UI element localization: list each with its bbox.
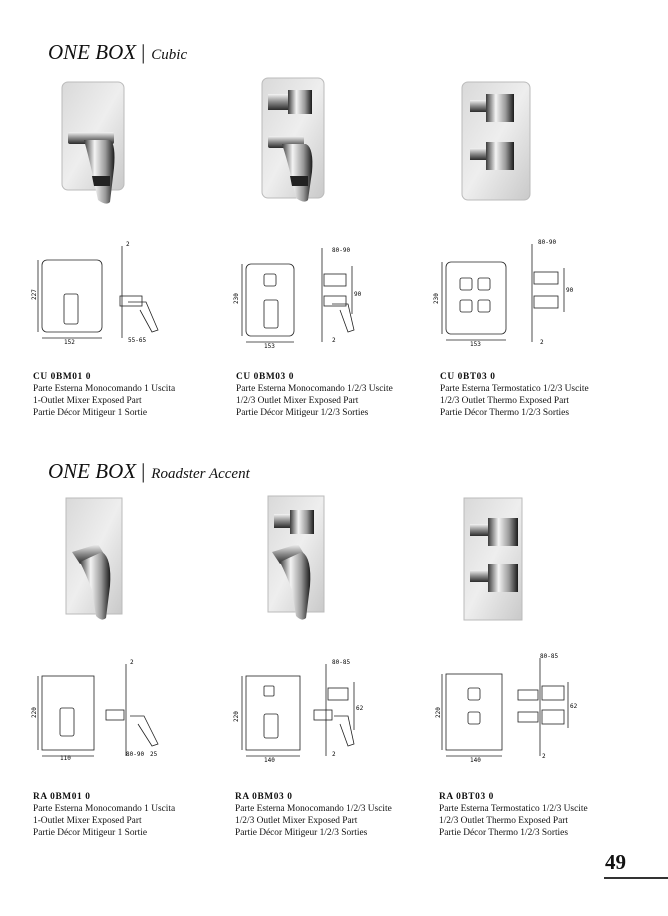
dim-height: 230	[233, 293, 240, 304]
product-caption-ra-0bm03	[235, 791, 425, 839]
description-it: Parte Esterna Termostatico 1/2/3 Uscite	[439, 804, 588, 814]
product-caption-ra-0bm01	[33, 791, 223, 839]
dim-depth: 2	[130, 659, 134, 666]
dim-width: 140	[264, 757, 275, 764]
description-en: 1/2/3 Outlet Thermo Exposed Part	[440, 396, 569, 406]
technical-drawing-cu-0bt03	[434, 238, 584, 346]
product-code: CU 0BM03 0	[236, 372, 295, 382]
dim-depth: 2	[540, 339, 544, 346]
dim-extra: 25	[150, 751, 158, 758]
description-fr: Partie Décor Thermo 1/2/3 Sorties	[439, 828, 568, 838]
title-separator: |	[141, 40, 146, 64]
description-en: 1-Outlet Mixer Exposed Part	[33, 816, 142, 826]
product-code: CU 0BT03 0	[440, 372, 496, 382]
dim-range: 80-90	[126, 751, 145, 758]
product-photo-cu-0bt03	[456, 76, 536, 206]
dim-height: 220	[435, 707, 442, 718]
description-it: Parte Esterna Monocomando 1/2/3 Uscite	[236, 384, 393, 394]
page-number: 49	[605, 850, 626, 874]
dim-extra: 90	[566, 287, 574, 294]
technical-drawing-ra-0bm03	[234, 656, 384, 764]
description-it: Parte Esterna Monocomando 1 Uscita	[33, 804, 176, 814]
description-en: 1-Outlet Mixer Exposed Part	[33, 396, 142, 406]
product-code: CU 0BM01 0	[33, 372, 92, 382]
product-photo-ra-0bt03	[456, 494, 536, 624]
dim-range: 80-85	[540, 653, 559, 660]
description-it: Parte Esterna Termostatico 1/2/3 Uscite	[440, 384, 589, 394]
dim-extra: 62	[570, 703, 578, 710]
dim-range: 55-65	[128, 337, 147, 344]
dim-width: 153	[470, 341, 481, 348]
dim-width: 140	[470, 757, 481, 764]
technical-drawing-ra-0bt03	[434, 650, 584, 762]
section-subtitle: Cubic	[151, 47, 188, 63]
product-code: RA 0BM01 0	[33, 792, 91, 802]
product-caption-cu-0bm03	[236, 371, 426, 419]
dim-height: 220	[31, 707, 38, 718]
product-code: RA 0BT03 0	[439, 792, 494, 802]
dim-depth: 2	[332, 337, 336, 344]
dim-height: 220	[233, 711, 240, 722]
dim-range: 80-90	[538, 239, 557, 246]
page-number-rule	[604, 877, 668, 879]
product-photo-ra-0bm03	[264, 494, 344, 624]
product-photo-cu-0bm01	[54, 76, 134, 206]
dim-extra: 62	[356, 705, 364, 712]
dim-depth: 2	[542, 753, 546, 760]
technical-drawing-cu-0bm03	[233, 238, 384, 350]
product-caption-cu-0bm01	[33, 371, 223, 419]
dim-width: 110	[60, 755, 71, 762]
section-title-cubic	[48, 40, 187, 65]
description-it: Parte Esterna Monocomando 1/2/3 Uscite	[235, 804, 392, 814]
description-it: Parte Esterna Monocomando 1 Uscita	[33, 384, 176, 394]
technical-drawing-ra-0bm01	[30, 656, 180, 764]
description-fr: Partie Décor Mitigeur 1 Sortie	[33, 408, 148, 418]
description-fr: Partie Décor Thermo 1/2/3 Sorties	[440, 408, 569, 418]
dim-height: 227	[31, 289, 38, 300]
description-en: 1/2/3 Outlet Mixer Exposed Part	[236, 396, 359, 406]
section-title-roadster-accent	[48, 459, 250, 484]
description-en: 1/2/3 Outlet Thermo Exposed Part	[439, 816, 568, 826]
dim-width: 152	[64, 339, 75, 346]
dim-width: 153	[264, 343, 275, 350]
description-fr: Partie Décor Mitigeur 1/2/3 Sorties	[235, 828, 368, 838]
product-code: RA 0BM03 0	[235, 792, 293, 802]
section-subtitle: Roadster Accent	[151, 466, 250, 482]
technical-drawing-cu-0bm01	[30, 238, 180, 346]
dim-height: 230	[433, 293, 440, 304]
description-fr: Partie Décor Mitigeur 1 Sortie	[33, 828, 148, 838]
product-photo-ra-0bm01	[62, 494, 142, 624]
product-caption-ra-0bt03	[439, 791, 629, 839]
dim-range: 80-90	[332, 247, 351, 254]
section-title-text: ONE BOX	[48, 40, 137, 64]
dim-range: 80-85	[332, 659, 351, 666]
section-title-text: ONE BOX	[48, 459, 137, 483]
product-caption-cu-0bt03	[440, 371, 630, 419]
description-en: 1/2/3 Outlet Mixer Exposed Part	[235, 816, 358, 826]
dim-depth: 2	[332, 751, 336, 758]
description-fr: Partie Décor Mitigeur 1/2/3 Sorties	[236, 408, 369, 418]
product-photo-cu-0bm03	[256, 76, 336, 206]
dim-extra: 90	[354, 291, 362, 298]
title-separator: |	[141, 459, 146, 483]
dim-depth: 2	[126, 241, 130, 248]
